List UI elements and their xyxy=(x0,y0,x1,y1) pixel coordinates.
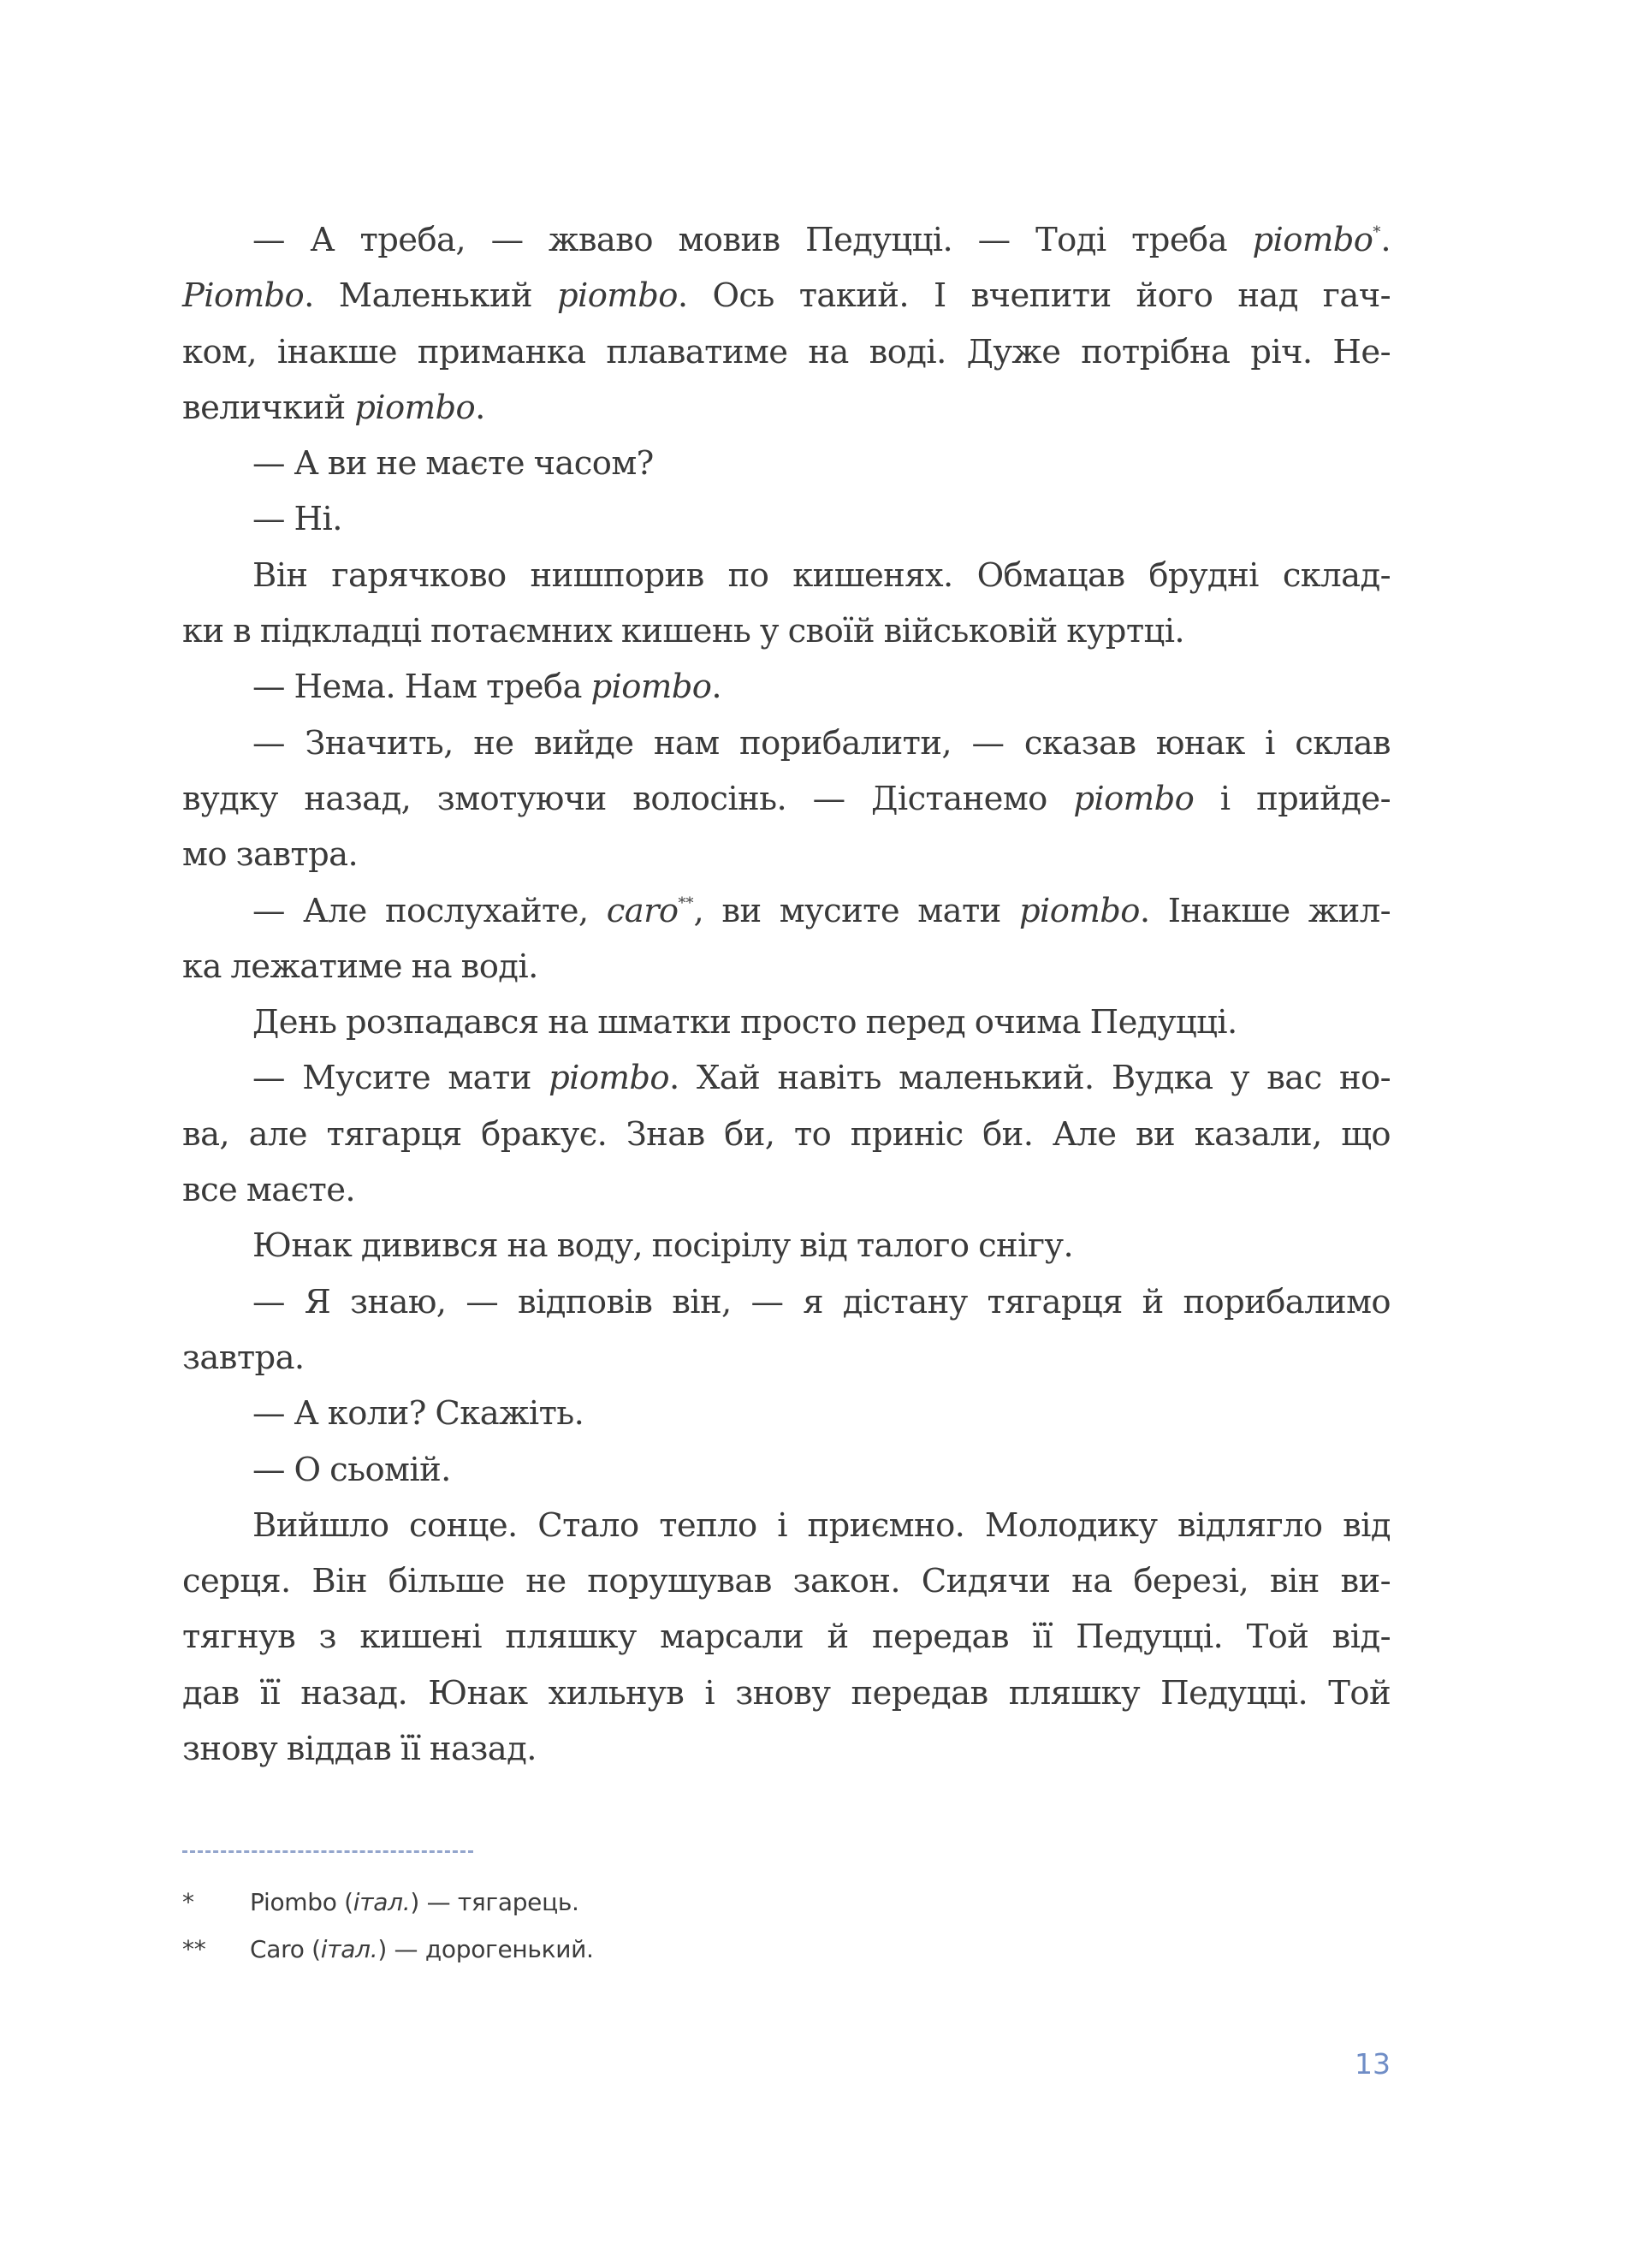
text-run: . Маленький xyxy=(304,276,557,316)
footnote-separator xyxy=(182,1850,473,1853)
text-line xyxy=(182,324,1391,380)
text-line xyxy=(182,1274,1391,1330)
text-line xyxy=(182,1218,1391,1274)
text-line xyxy=(182,659,1391,715)
text-line xyxy=(182,827,1391,882)
text-run: — Нема. Нам треба xyxy=(252,668,591,707)
text-line xyxy=(182,436,1391,491)
footnote-definition: — тягарець. xyxy=(418,1888,579,1916)
body-text xyxy=(182,212,1391,1777)
text-run: все маєте. xyxy=(182,1171,356,1210)
text-run: величкий xyxy=(182,388,355,427)
footnote-lang: італ. xyxy=(353,1888,411,1916)
text-run: і прийде- xyxy=(1194,779,1391,818)
text-run: — Значить, не вийде нам порибалити, — сказав юнак і склав xyxy=(252,723,1391,763)
italic-term: caro xyxy=(606,891,679,930)
footnote-1 xyxy=(182,1879,594,1926)
footnote-ref: * xyxy=(1373,223,1381,241)
text-line xyxy=(182,1162,1391,1218)
text-run: ки в підкладці потаємних кишень у своїй військовій куртці. xyxy=(182,612,1185,651)
text-line xyxy=(182,603,1391,659)
footnotes xyxy=(182,1879,594,1973)
text-run: — Але послухайте, xyxy=(252,891,607,930)
text-run: . xyxy=(1380,221,1391,259)
text-run: — А треба, — жваво мовив Педуцці. — Тоді треба xyxy=(252,221,1253,259)
text-run: — Ні. xyxy=(252,500,342,539)
text-line xyxy=(182,771,1391,827)
text-run: Вийшло сонце. Стало тепло і приємно. Молодику відлягло від xyxy=(252,1505,1391,1545)
text-run: — Я знаю, — відповів він, — я дістану тягарця й порибалимо xyxy=(252,1282,1391,1321)
italic-term: piombo xyxy=(549,1059,670,1098)
text-line xyxy=(182,491,1391,547)
text-run: Юнак дивився на воду, посірілу від талого снігу. xyxy=(252,1226,1074,1266)
text-run: День розпадався на шматки просто перед очима Педуцці. xyxy=(252,1003,1237,1042)
text-line xyxy=(182,548,1391,603)
footnote-lang: італ. xyxy=(320,1935,378,1963)
text-run: — А коли? Скажіть. xyxy=(252,1394,584,1434)
page-number: 13 xyxy=(1355,2047,1391,2081)
footnote-mark: * xyxy=(182,1888,194,1916)
text-line xyxy=(182,268,1391,324)
footnote-mark: ** xyxy=(182,1935,206,1963)
text-run: завтра. xyxy=(182,1338,305,1377)
footnote-text: Piombo (італ.) — тягарець. xyxy=(250,1888,579,1916)
italic-term: piombo xyxy=(1252,221,1373,259)
text-run: . Інакше жил- xyxy=(1139,891,1391,930)
text-line xyxy=(182,1386,1391,1441)
footnote-ref: ** xyxy=(678,894,694,912)
footnote-term: Piombo xyxy=(250,1888,337,1916)
italic-term: piombo xyxy=(1073,779,1195,818)
text-run: . xyxy=(475,388,485,427)
text-run: — А ви не маєте часом? xyxy=(252,444,654,484)
text-line xyxy=(182,1721,1391,1777)
text-run: . Хай навіть маленький. Вудка у вас но- xyxy=(669,1059,1391,1098)
text-run: Він гарячково нишпорив по кишенях. Обмацав брудні склад- xyxy=(252,555,1391,595)
text-run: . xyxy=(711,668,722,707)
text-run: — О сьомій. xyxy=(252,1450,451,1489)
text-line xyxy=(182,1498,1391,1553)
italic-term: piombo xyxy=(354,388,476,427)
italic-term: piombo xyxy=(1018,891,1140,930)
text-line xyxy=(182,1553,1391,1609)
text-line xyxy=(182,1442,1391,1498)
text-line xyxy=(182,380,1391,436)
text-run: дав її назад. Юнак хильнув і знову передав пляшку Педуцці. Той xyxy=(182,1673,1391,1713)
italic-term: Piombo xyxy=(182,276,305,316)
text-line xyxy=(182,883,1391,939)
text-line xyxy=(182,212,1391,268)
text-line xyxy=(182,1609,1391,1665)
text-run: ва, але тягарця бракує. Знав би, то приніс би. Але ви казали, що xyxy=(182,1114,1391,1154)
text-run: серця. Він більше не порушував закон. Сидячи на березі, він ви- xyxy=(182,1562,1391,1601)
text-run: ком, інакше приманка плаватиме на воді. Дуже потрібна річ. Не- xyxy=(182,332,1391,371)
italic-term: piombo xyxy=(590,668,712,707)
text-line xyxy=(182,1665,1391,1721)
text-run: мо завтра. xyxy=(182,835,359,875)
text-run: — Мусите мати xyxy=(252,1059,549,1098)
text-line xyxy=(182,1330,1391,1386)
text-run: . Ось такий. І вчепити його над гач- xyxy=(677,276,1391,316)
text-line xyxy=(182,715,1391,771)
text-run: вудку назад, змотуючи волосінь. — Дістанемо xyxy=(182,779,1074,818)
text-line xyxy=(182,994,1391,1050)
footnote-text: Caro (італ.) — дорогенький. xyxy=(250,1935,594,1963)
italic-term: piombo xyxy=(556,276,678,316)
text-run: тягнув з кишені пляшку марсали й передав її Педуцці. Той від- xyxy=(182,1618,1391,1657)
text-run: , ви мусите мати xyxy=(693,891,1019,930)
footnote-definition: — дорогенький. xyxy=(386,1935,594,1963)
text-run: знову віддав її назад. xyxy=(182,1730,537,1769)
footnote-2 xyxy=(182,1926,594,1973)
text-line xyxy=(182,939,1391,994)
text-run: ка лежатиме на воді. xyxy=(182,947,538,986)
text-line xyxy=(182,1050,1391,1106)
footnote-term: Caro xyxy=(250,1935,305,1963)
text-line xyxy=(182,1107,1391,1162)
